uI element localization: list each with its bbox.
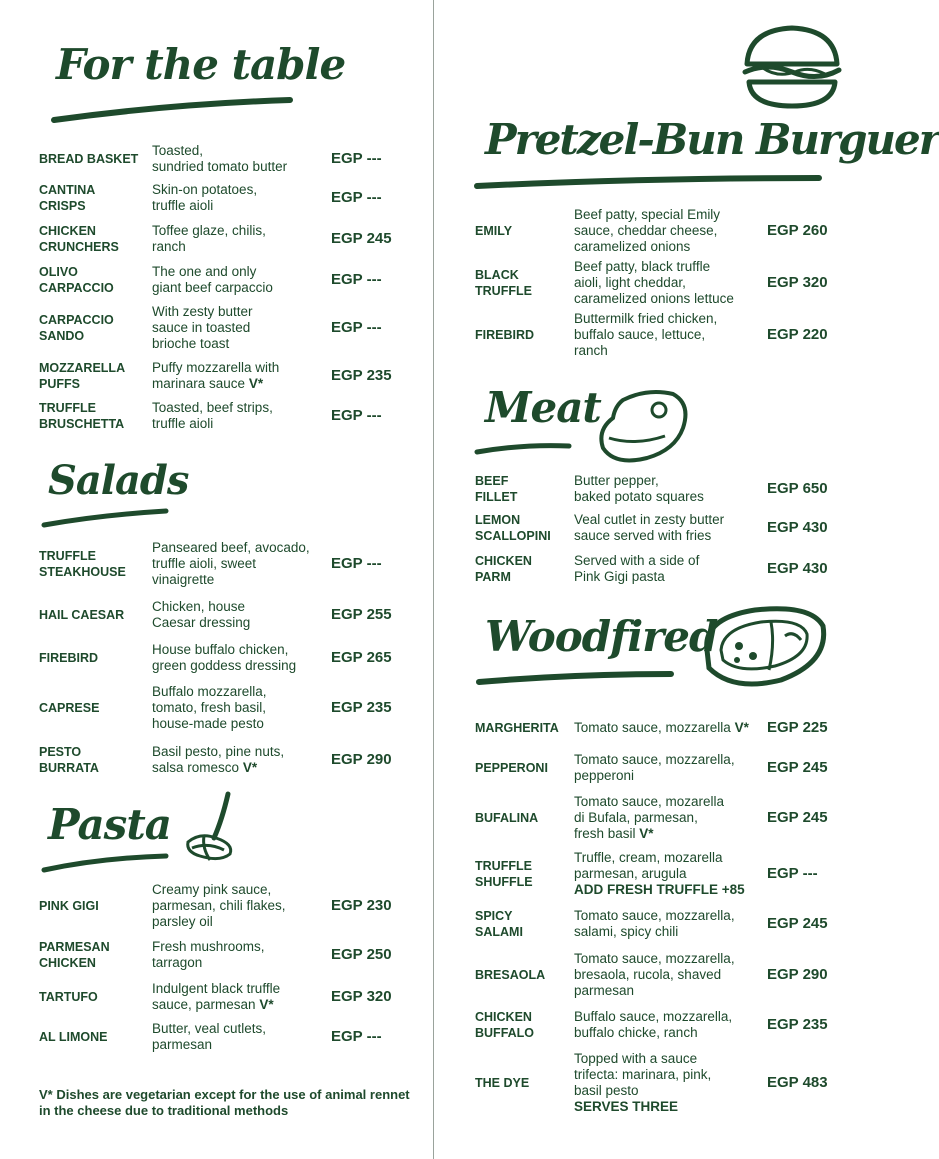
item-price: EGP 483	[767, 1074, 828, 1091]
item-price: EGP 290	[767, 966, 828, 983]
item-description-text: Toasted, beef strips, truffle aioli	[152, 400, 273, 431]
item-price: EGP ---	[331, 271, 382, 288]
item-description	[152, 1021, 328, 1053]
item-price: EGP 220	[767, 326, 828, 343]
item-price: EGP 650	[767, 480, 828, 497]
title-underline	[40, 507, 170, 529]
item-name: SPICY SALAMI	[475, 909, 523, 939]
item-description	[152, 744, 328, 776]
item-name: MARGHERITA	[475, 721, 559, 735]
item-description	[152, 882, 328, 930]
vegetarian-tag: V*	[734, 720, 749, 735]
item-name: CHICKEN BUFFALO	[475, 1010, 535, 1040]
item-description	[574, 311, 764, 359]
item-description-text: Tomato sauce, mozarella di Bufala, parmesan, fresh basil	[574, 794, 725, 841]
item-price: EGP 245	[767, 759, 828, 776]
vegetarian-tag: V*	[242, 760, 258, 775]
item-price: EGP ---	[767, 865, 818, 882]
item-name: TRUFFLE STEAKHOUSE	[39, 549, 126, 579]
item-description-text: Veal cutlet in zesty butter sauce served with fries	[574, 512, 725, 543]
section-title-salads: Salads	[48, 457, 189, 504]
right-column	[435, 0, 939, 1159]
item-price: EGP ---	[331, 1028, 382, 1045]
item-price: EGP 235	[767, 1016, 828, 1033]
item-name: FIREBIRD	[39, 651, 99, 665]
item-name: PARMESAN CHICKEN	[39, 940, 110, 970]
item-name: OLIVO CARPACCIO	[39, 265, 114, 295]
item-description	[152, 223, 328, 255]
item-note: SERVES THREE	[574, 1099, 679, 1114]
item-name: HAIL CAESAR	[39, 608, 125, 622]
item-price: EGP 320	[331, 988, 392, 1005]
item-description	[152, 304, 328, 352]
item-price: EGP 245	[767, 915, 828, 932]
item-name: CAPRESE	[39, 701, 100, 715]
item-description	[152, 182, 328, 214]
item-description-text: Tomato sauce, mozzarella, bresaola, rucola, shaved parmesan	[574, 951, 735, 998]
steak-icon	[595, 386, 695, 466]
item-price: EGP 230	[331, 897, 392, 914]
item-price: EGP 430	[767, 519, 828, 536]
item-price: EGP 235	[331, 699, 392, 716]
item-name: BUFALINA	[475, 811, 539, 825]
item-name: THE DYE	[475, 1076, 530, 1090]
item-price: EGP 265	[331, 649, 392, 666]
item-description	[574, 207, 764, 255]
item-description	[574, 512, 764, 544]
vegetarian-tag: V*	[248, 376, 264, 391]
item-description-text: The one and only giant beef carpaccio	[152, 264, 273, 295]
item-description	[574, 752, 764, 784]
item-price: EGP 260	[767, 222, 828, 239]
item-name: BEEF FILLET	[475, 474, 518, 504]
title-underline	[473, 172, 823, 192]
item-name: CARPACCIO SANDO	[39, 313, 114, 343]
item-description	[574, 1009, 764, 1041]
item-name: PEPPERONI	[475, 761, 548, 775]
item-price: EGP ---	[331, 407, 382, 424]
item-description-text: Skin-on potatoes, truffle aioli	[152, 182, 258, 213]
item-description-text: Fresh mushrooms, tarragon	[152, 939, 265, 970]
item-description	[152, 400, 328, 432]
item-description	[574, 850, 764, 898]
item-description	[574, 553, 764, 585]
item-name: CANTINA CRISPS	[39, 183, 96, 213]
item-description-text: Creamy pink sauce, parmesan, chili flakes, parsley oil	[152, 882, 286, 929]
item-description-text: Butter, veal cutlets, parmesan	[152, 1021, 267, 1052]
item-name: TARTUFO	[39, 990, 98, 1004]
item-name: CHICKEN PARM	[475, 554, 532, 584]
item-description-text: Toffee glaze, chilis, ranch	[152, 223, 266, 254]
item-description	[574, 794, 764, 842]
vegetarian-tag: V*	[639, 826, 654, 841]
item-description-text: Basil pesto, pine nuts, salsa romesco	[152, 744, 285, 775]
item-description	[152, 642, 328, 674]
item-description-text: Puffy mozzarella with marinara sauce	[152, 360, 280, 391]
item-price: EGP 225	[767, 719, 828, 736]
item-name: CHICKEN CRUNCHERS	[39, 224, 119, 254]
title-underline	[50, 96, 295, 124]
item-description-text: Panseared beef, avocado, truffle aioli, sweet vinaigrette	[152, 540, 310, 587]
item-description-text: Toasted, sundried tomato butter	[152, 143, 288, 174]
item-description	[152, 540, 328, 588]
item-description-text: Buttermilk fried chicken, buffalo sauce, lettuce, ranch	[574, 311, 718, 358]
item-name: TRUFFLE BRUSCHETTA	[39, 401, 125, 431]
section-title-woodfired: Woodfired	[485, 612, 718, 661]
item-name: LEMON SCALLOPINI	[475, 513, 551, 543]
item-description-text: Tomato sauce, mozzarella	[574, 720, 731, 735]
item-name: BRESAOLA	[475, 968, 546, 982]
item-description	[152, 939, 328, 971]
item-price: EGP 235	[331, 367, 392, 384]
vegetarian-footnote: V* Dishes are vegetarian except for the use of animal rennet in the cheese due to traditional methods	[39, 1087, 410, 1118]
item-name: PESTO BURRATA	[39, 745, 99, 775]
item-description	[152, 264, 328, 296]
section-title-burger: Pretzel-Bun Burguer	[485, 115, 939, 164]
fork-icon	[180, 790, 240, 865]
section-title-meat: Meat	[485, 383, 601, 432]
item-description-text: Beef patty, black truffle aioli, light cheddar, caramelized onions lettuce	[574, 259, 734, 306]
item-name: TRUFFLE SHUFFLE	[475, 859, 533, 889]
item-description	[152, 684, 328, 732]
item-description	[574, 908, 764, 940]
item-description	[574, 1051, 764, 1115]
vegetarian-tag: V*	[259, 997, 274, 1012]
item-description-text: Tomato sauce, mozzarella, salami, spicy chili	[574, 908, 735, 939]
item-description-text: Chicken, house Caesar dressing	[152, 599, 251, 630]
item-price: EGP 245	[767, 809, 828, 826]
item-price: EGP ---	[331, 555, 382, 572]
item-price: EGP 250	[331, 946, 392, 963]
item-description	[574, 951, 764, 999]
item-note: ADD FRESH TRUFFLE +85	[574, 882, 745, 897]
item-name: FIREBIRD	[475, 328, 535, 342]
item-price: EGP 245	[331, 230, 392, 247]
item-price: EGP 320	[767, 274, 828, 291]
item-description-text: Buffalo sauce, mozzarella, buffalo chicke, ranch	[574, 1009, 733, 1040]
item-price: EGP ---	[331, 319, 382, 336]
left-column	[0, 0, 434, 1159]
item-name: EMILY	[475, 224, 513, 238]
item-name: PINK GIGI	[39, 899, 99, 913]
title-underline	[473, 440, 573, 458]
item-description-text: Butter pepper, baked potato squares	[574, 473, 704, 504]
title-underline	[40, 852, 170, 874]
item-price: EGP 290	[331, 751, 392, 768]
item-description	[574, 473, 764, 505]
item-description-text: Served with a side of Pink Gigi pasta	[574, 553, 700, 584]
item-description-text: Indulgent black truffle sauce, parmesan	[152, 981, 281, 1012]
item-description-text: With zesty butter sauce in toasted brioche toast	[152, 304, 253, 351]
item-name: BREAD BASKET	[39, 152, 139, 166]
item-description	[574, 720, 764, 736]
pizza-icon	[693, 600, 831, 692]
item-price: EGP 430	[767, 560, 828, 577]
title-underline	[475, 668, 675, 688]
item-description	[152, 981, 328, 1013]
item-description-text: Beef patty, special Emily sauce, cheddar cheese, caramelized onions	[574, 207, 721, 254]
item-description-text: Tomato sauce, mozzarella, pepperoni	[574, 752, 735, 783]
item-description	[574, 259, 764, 307]
section-title-for-the-table: For the table	[56, 40, 346, 89]
item-description-text: Truffle, cream, mozarella parmesan, arugula	[574, 850, 723, 881]
item-price: EGP 255	[331, 606, 392, 623]
item-description	[152, 143, 328, 175]
item-name: BLACK TRUFFLE	[475, 268, 532, 298]
item-description	[152, 599, 328, 631]
item-description	[152, 360, 328, 392]
item-price: EGP ---	[331, 150, 382, 167]
item-price: EGP ---	[331, 189, 382, 206]
burger-icon	[737, 22, 847, 112]
item-description-text: Topped with a sauce trifecta: marinara, pink, basil pesto	[574, 1051, 712, 1098]
section-title-pasta: Pasta	[48, 800, 171, 849]
item-name: MOZZARELLA PUFFS	[39, 361, 126, 391]
item-name: AL LIMONE	[39, 1030, 108, 1044]
item-description-text: House buffalo chicken, green goddess dressing	[152, 642, 297, 673]
item-description-text: Buffalo mozzarella, tomato, fresh basil, house-made pesto	[152, 684, 267, 731]
